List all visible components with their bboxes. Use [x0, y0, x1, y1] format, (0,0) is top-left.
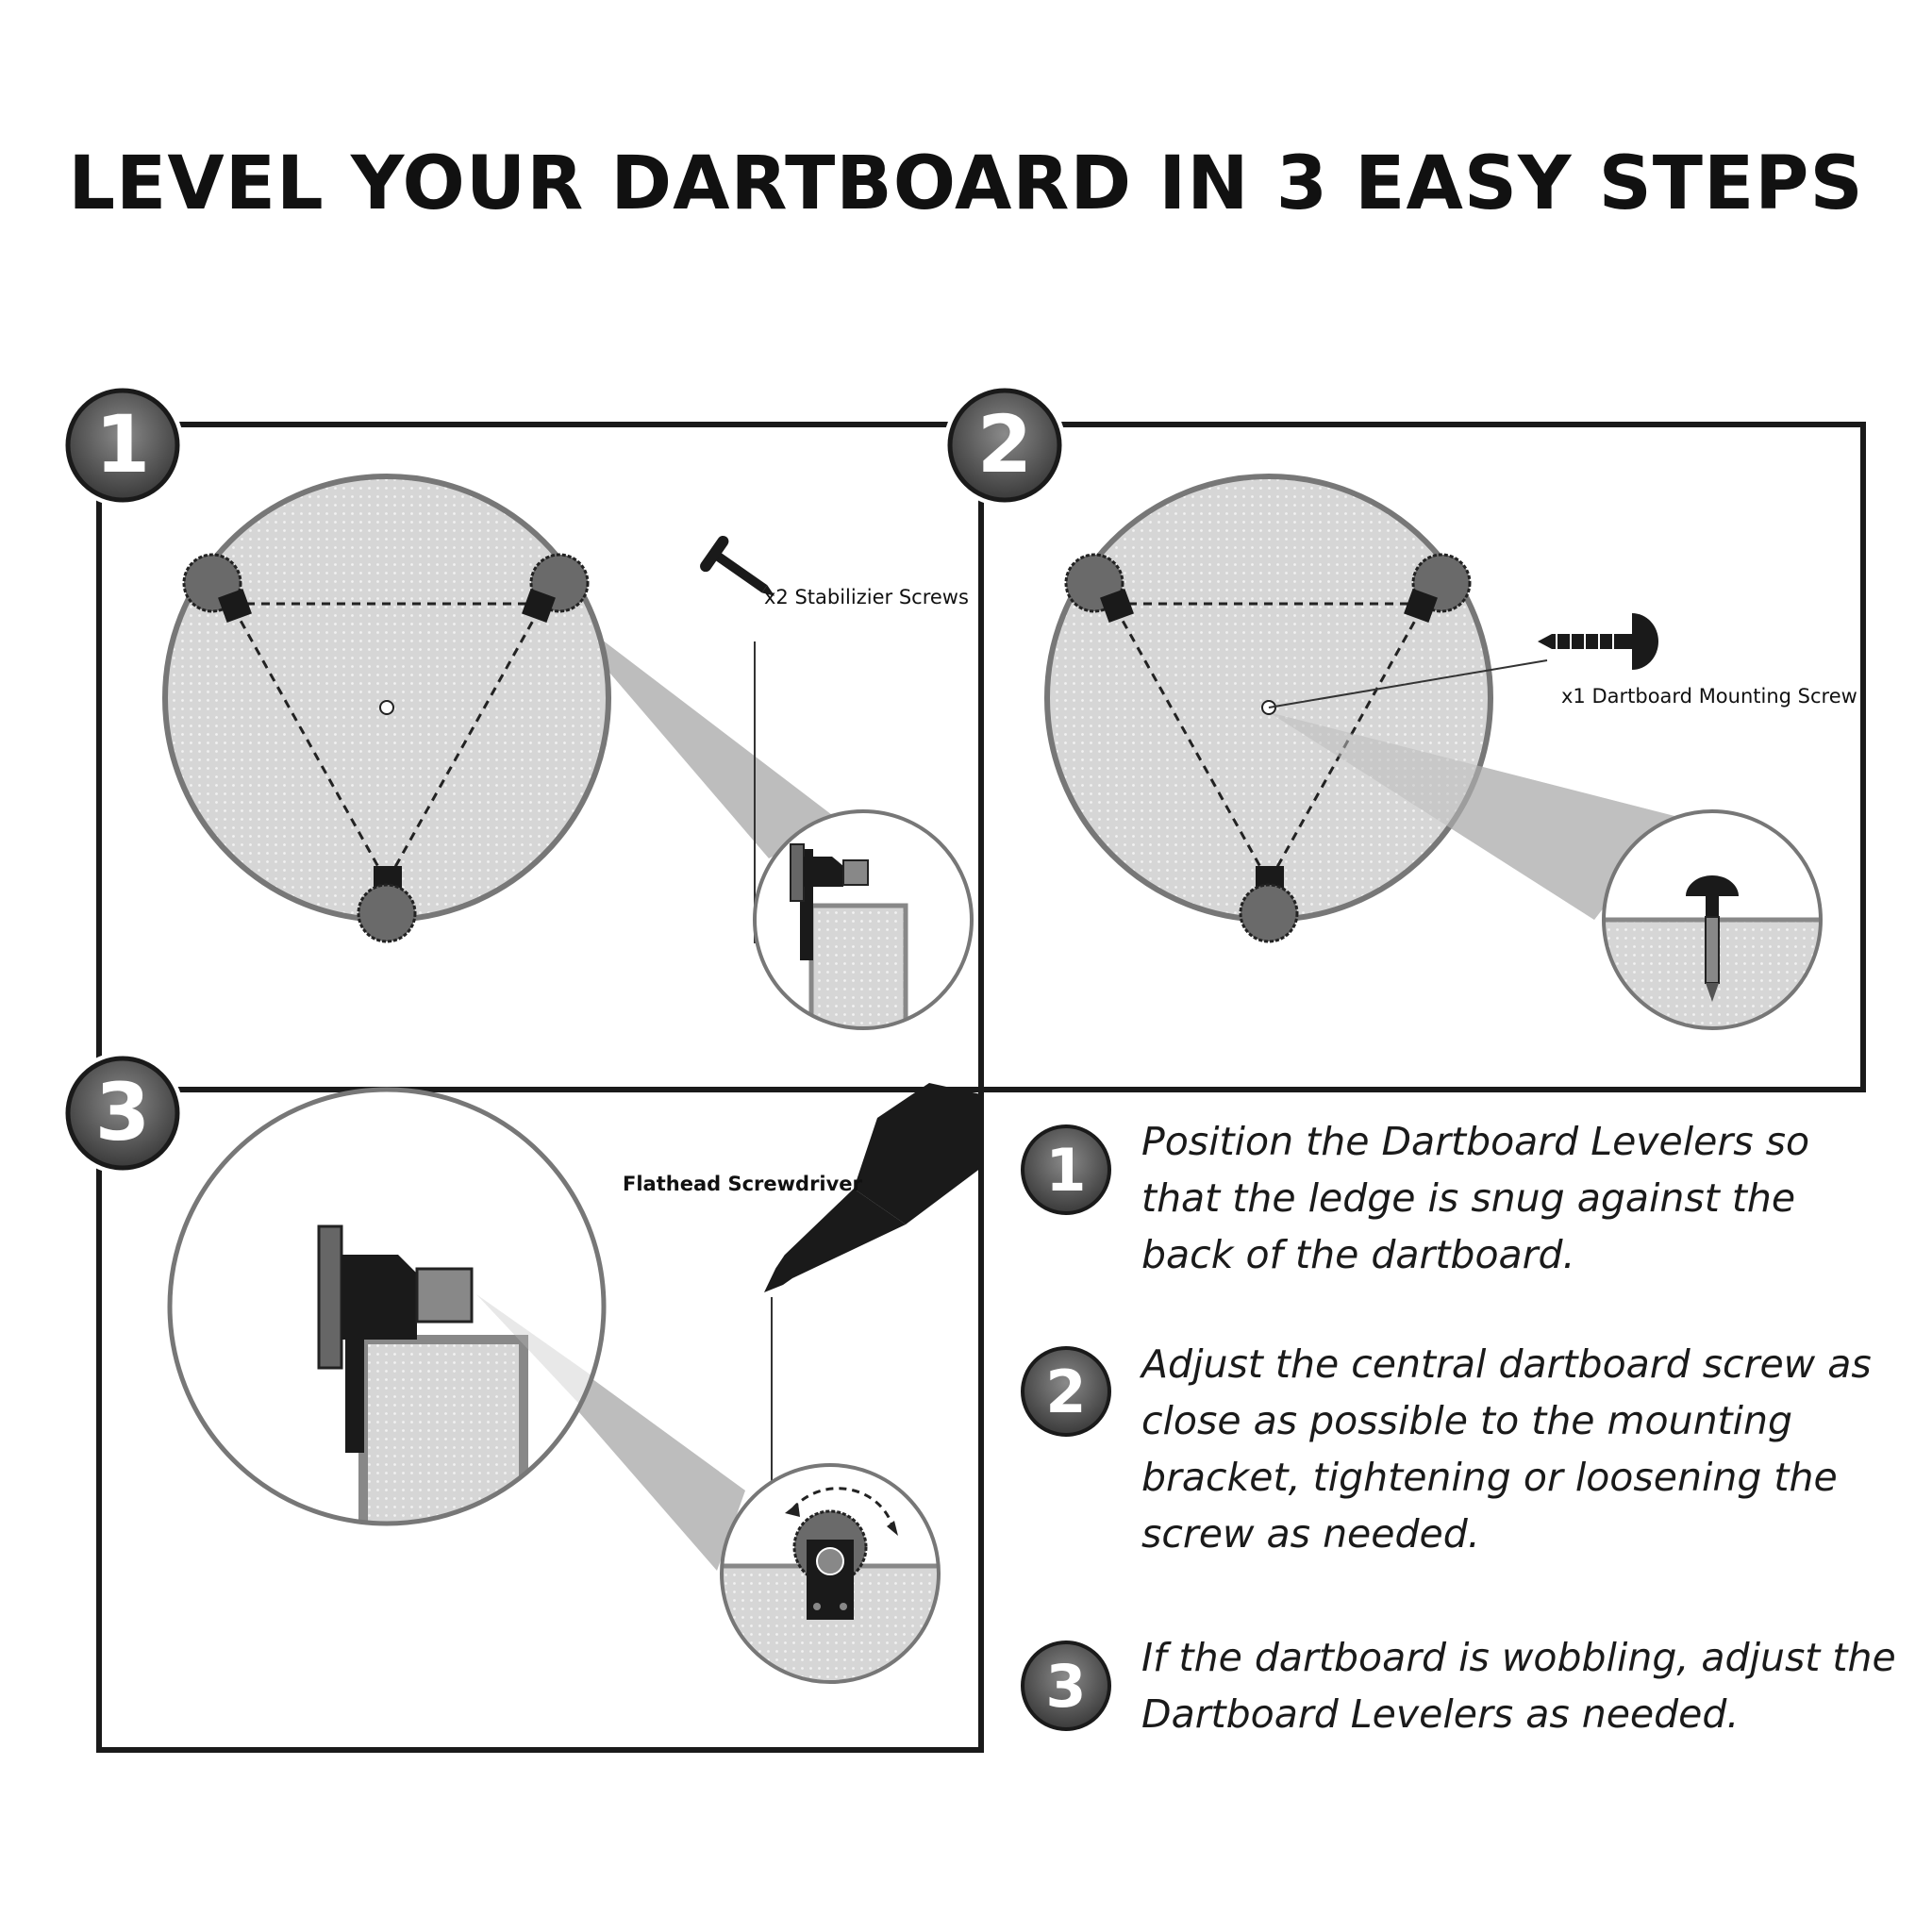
screwdriver-label: Flathead Screwdriver [623, 1173, 862, 1195]
instruction-1-text: Position the Dartboard Levelers so that the ledge is snug against the back of the dartboard. [1141, 1119, 1810, 1277]
panel-1-badge [61, 384, 184, 507]
panel-3-number: 3 [94, 1066, 151, 1158]
instruction-2-badge [1023, 1348, 1109, 1435]
panel-2-illustration [1047, 476, 1857, 1042]
panel-3-badge [61, 1052, 184, 1174]
panel-1-illustration [165, 476, 972, 1038]
panel-1-number: 1 [94, 398, 151, 491]
instruction-1-badge [1023, 1126, 1109, 1213]
stabilizer-screws-label: x2 Stabilizier Screws [764, 586, 969, 608]
instruction-2-text: Adjust the central dartboard screw as close as possible to the mounting bracket, tightening or loosening the screw as needed. [1141, 1341, 1872, 1557]
zoom-detail-leveler [755, 811, 972, 1038]
panel-2-badge [943, 384, 1066, 507]
panel-2-number: 2 [976, 398, 1033, 491]
instruction-2-number: 2 [1045, 1357, 1087, 1426]
instruction-1-number: 1 [1045, 1136, 1087, 1205]
instruction-3-text: If the dartboard is wobbling, adjust the Dartboard Levelers as needed. [1141, 1635, 1896, 1737]
panel-3-illustration [170, 1083, 981, 1689]
mounting-screw-icon [1538, 613, 1658, 670]
instruction-3-badge [1023, 1642, 1109, 1729]
zoom-detail-mounting-screw [1594, 811, 1840, 1042]
zoom-detail-adjust [717, 1465, 953, 1689]
dartboard [165, 476, 608, 920]
mounting-screw-label: x1 Dartboard Mounting Screw [1561, 685, 1857, 708]
page-title: LEVEL YOUR DARTBOARD IN 3 EASY STEPS [68, 142, 1864, 226]
center-hole [380, 701, 393, 714]
dartboard [1047, 476, 1491, 920]
instruction-3-number: 3 [1045, 1652, 1087, 1721]
